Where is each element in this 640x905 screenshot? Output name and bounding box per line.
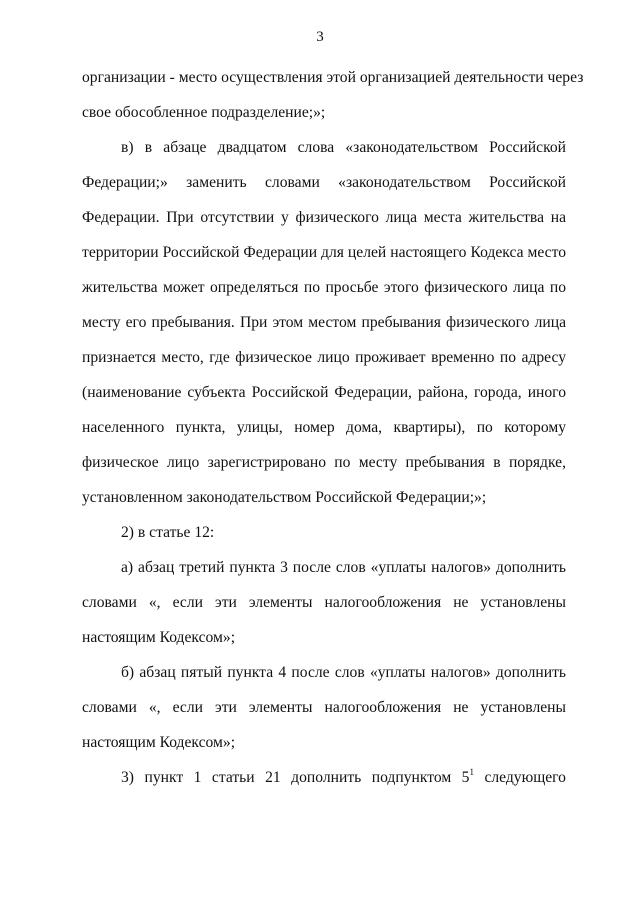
final-line-text: 3) пункт 1 статьи 21 дополнить подпунктом 5 bbox=[121, 769, 470, 786]
final-text-line bbox=[82, 767, 566, 802]
text-line: Федерации. При отсутствии у физического лица места жительства на bbox=[82, 209, 566, 226]
final-line-tail: следующего bbox=[473, 769, 566, 786]
text-line: словами «, если эти элементы налогообложения не установлены bbox=[82, 699, 566, 716]
text-line: свое обособленное подразделение;»; bbox=[82, 104, 326, 121]
text-line: физическое лицо зарегистрировано по месту пребывания в порядке, bbox=[82, 454, 566, 471]
text-line: 2) в статье 12: bbox=[121, 524, 215, 541]
text-line: установленном законодательством Российской Федерации;»; bbox=[82, 489, 487, 506]
superscript: 1 bbox=[469, 767, 474, 777]
page-number: 3 bbox=[316, 29, 324, 45]
text-line: словами «, если эти элементы налогообложения не установлены bbox=[82, 594, 566, 611]
text-line: б) абзац пятый пункта 4 после слов «уплаты налогов» дополнить bbox=[121, 664, 566, 681]
text-line: настоящим Кодексом»; bbox=[82, 734, 236, 751]
text-line: (наименование субъекта Российской Федерации, района, города, иного bbox=[82, 384, 566, 401]
text-line: населенного пункта, улицы, номер дома, квартиры), по которому bbox=[82, 419, 566, 436]
text-line: настоящим Кодексом»; bbox=[82, 629, 236, 646]
text-line: признается место, где физическое лицо проживает временно по адресу bbox=[82, 349, 566, 366]
text-line: а) абзац третий пункта 3 после слов «уплаты налогов» дополнить bbox=[121, 559, 566, 576]
text-line: в) в абзаце двадцатом слова «законодательством Российской bbox=[121, 139, 566, 156]
text-line: организации - место осуществления этой организацией деятельности через bbox=[82, 69, 584, 86]
document-body bbox=[82, 67, 584, 802]
text-line: месту его пребывания. При этом местом пребывания физического лица bbox=[82, 314, 566, 331]
text-line: территории Российской Федерации для целей настоящего Кодекса место bbox=[82, 244, 566, 261]
text-line: Федерации;» заменить словами «законодательством Российской bbox=[82, 174, 566, 191]
text-line: жительства может определяться по просьбе этого физического лица по bbox=[82, 279, 566, 296]
